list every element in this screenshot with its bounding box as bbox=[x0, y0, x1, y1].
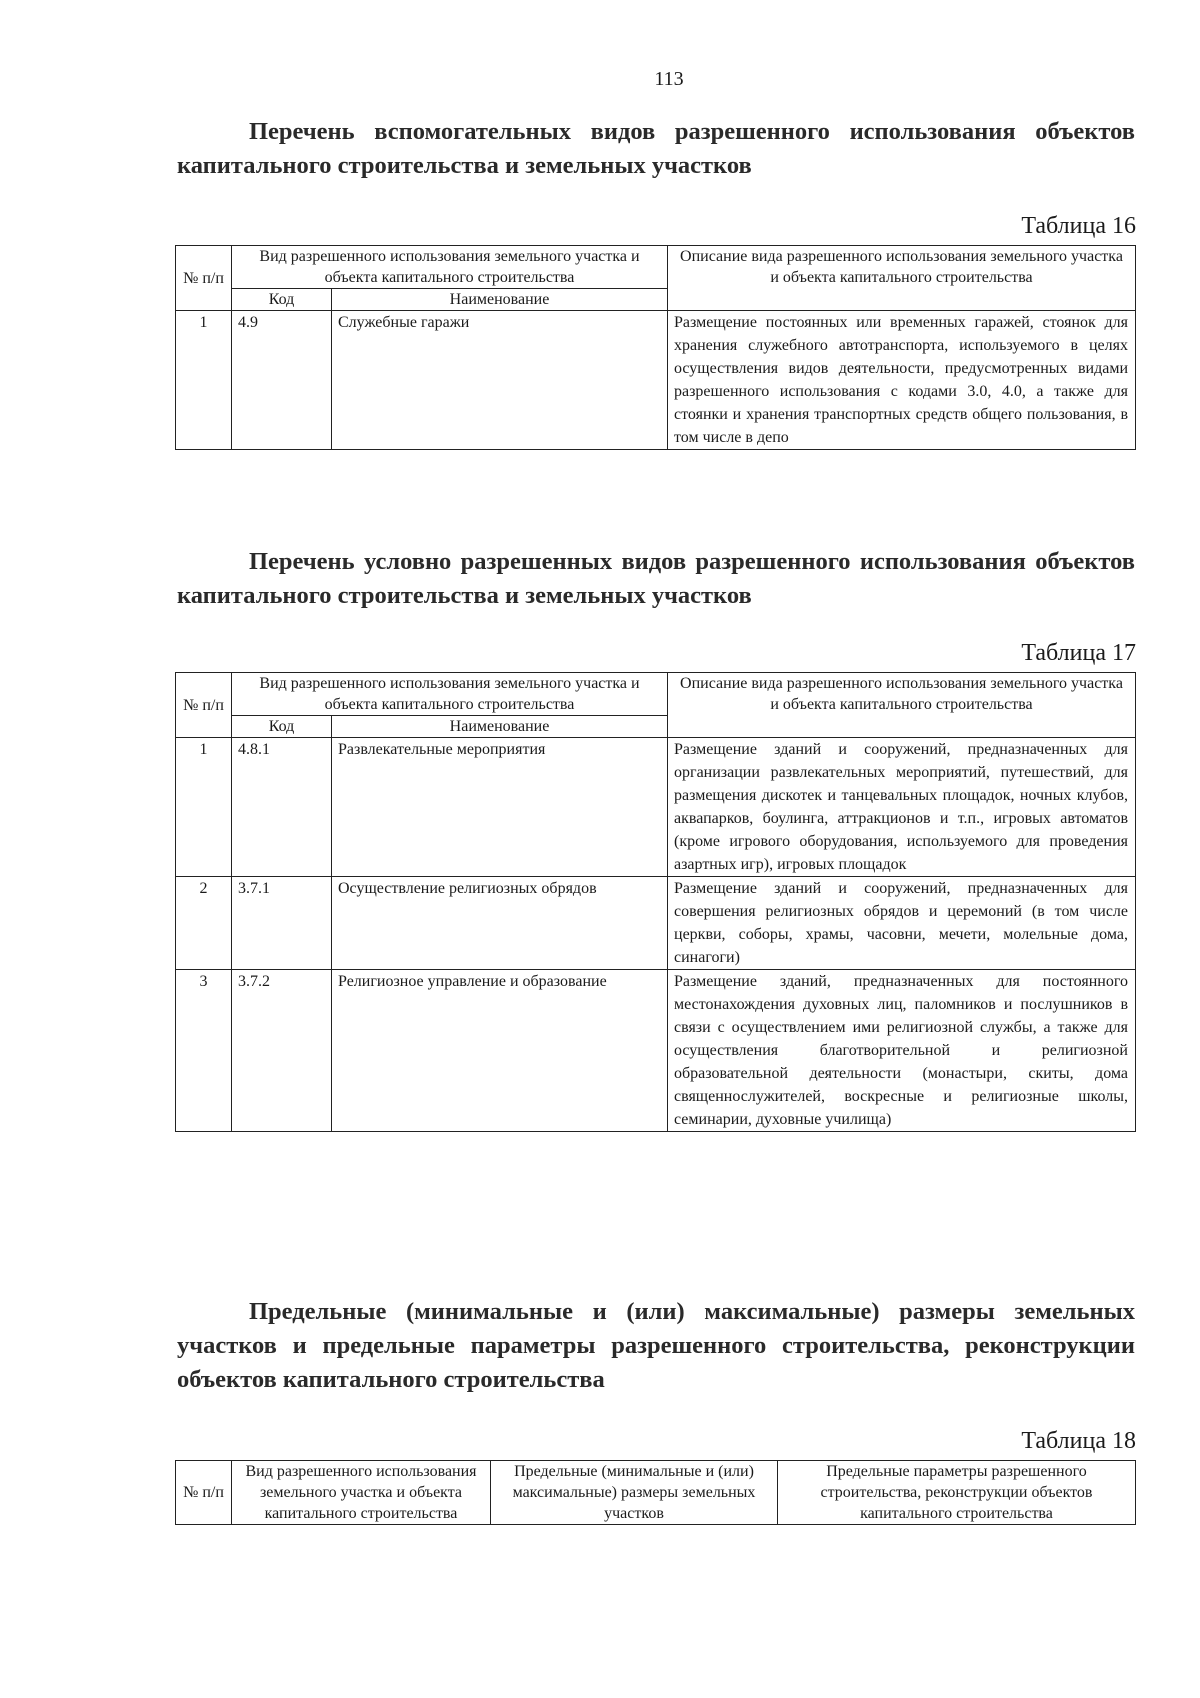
table-caption-18: Таблица 18 bbox=[1021, 1428, 1136, 1454]
header-num: № п/п bbox=[176, 246, 232, 311]
row-code: 4.8.1 bbox=[232, 738, 332, 877]
header-code: Код bbox=[232, 716, 332, 738]
row-code: 4.9 bbox=[232, 311, 332, 450]
page-number: 113 bbox=[654, 68, 684, 90]
header-description: Описание вида разрешенного использования земельного участка и объекта капитального строительства bbox=[668, 246, 1136, 311]
header-kind: Вид разрешенного использования земельного участка и объекта капитального строительства bbox=[232, 673, 668, 716]
table-caption-17: Таблица 17 bbox=[1021, 640, 1136, 666]
table-16 bbox=[175, 245, 1136, 450]
row-description: Размещение зданий и сооружений, предназначенных для организации развлекательных мероприятий, путешествий, для размещения дискотек и танцевальных площадок, ночных клубов, аквапарков, боулинга, аттракционов и т.п., игровых автоматов (кроме игрового оборудования, используемого для проведения азартных игр), игровых площадок bbox=[668, 738, 1136, 877]
table-row bbox=[176, 970, 1136, 1132]
row-description: Размещение зданий и сооружений, предназначенных для совершения религиозных обрядов и церемоний (в том числе церкви, соборы, храмы, часовни, мечети, молельные дома, синагоги) bbox=[668, 877, 1136, 970]
header-num: № п/п bbox=[176, 1461, 232, 1525]
section-heading-limit-sizes: Предельные (минимальные и (или) максимальные) размеры земельных участков и предельные параметры разрешенного строительства, реконструкции объектов капитального строительства bbox=[177, 1298, 1135, 1393]
header-name: Наименование bbox=[332, 716, 668, 738]
row-description: Размещение постоянных или временных гаражей, стоянок для хранения служебного автотранспорта, используемого в целях осуществления видов деятельности, предусмотренных видами разрешенного использования с кодами 3.0, 4.0, а также для стоянки и хранения транспортных средств общего пользования, в том числе в депо bbox=[668, 311, 1136, 450]
header-description: Описание вида разрешенного использования земельного участка и объекта капитального строительства bbox=[668, 673, 1136, 738]
header-sizes: Предельные (минимальные и (или) максимальные) размеры земельных участков bbox=[491, 1461, 778, 1525]
row-num: 1 bbox=[176, 311, 232, 450]
row-description: Размещение зданий, предназначенных для постоянного местонахождения духовных лиц, паломников и послушников в связи с осуществлением ими религиозной службы, а также для осуществления благотворительной и религиозной образовательной деятельности (монастыри, скиты, дома священнослужителей, воскресные и религиозные школы, семинарии, духовные училища) bbox=[668, 970, 1136, 1132]
row-num: 3 bbox=[176, 970, 232, 1132]
section-heading-auxiliary-uses: Перечень вспомогательных видов разрешенного использования объектов капитального строительства и земельных участков bbox=[177, 118, 1135, 179]
row-name: Развлекательные мероприятия bbox=[332, 738, 668, 877]
row-name: Осуществление религиозных обрядов bbox=[332, 877, 668, 970]
table-row bbox=[176, 738, 1136, 877]
row-name: Религиозное управление и образование bbox=[332, 970, 668, 1132]
row-code: 3.7.2 bbox=[232, 970, 332, 1132]
header-num: № п/п bbox=[176, 673, 232, 738]
row-num: 1 bbox=[176, 738, 232, 877]
row-name: Служебные гаражи bbox=[332, 311, 668, 450]
header-params: Предельные параметры разрешенного строительства, реконструкции объектов капитального строительства bbox=[778, 1461, 1136, 1525]
table-caption-16: Таблица 16 bbox=[1021, 213, 1136, 239]
section-heading-conditional-uses: Перечень условно разрешенных видов разрешенного использования объектов капитального строительства и земельных участков bbox=[177, 548, 1135, 609]
row-code: 3.7.1 bbox=[232, 877, 332, 970]
table-row bbox=[176, 311, 1136, 450]
header-code: Код bbox=[232, 289, 332, 311]
header-name: Наименование bbox=[332, 289, 668, 311]
row-num: 2 bbox=[176, 877, 232, 970]
table-18 bbox=[175, 1460, 1136, 1525]
table-17 bbox=[175, 672, 1136, 1132]
header-kind: Вид разрешенного использования земельного участка и объекта капитального строительства bbox=[232, 1461, 491, 1525]
table-row bbox=[176, 877, 1136, 970]
header-kind: Вид разрешенного использования земельного участка и объекта капитального строительства bbox=[232, 246, 668, 289]
